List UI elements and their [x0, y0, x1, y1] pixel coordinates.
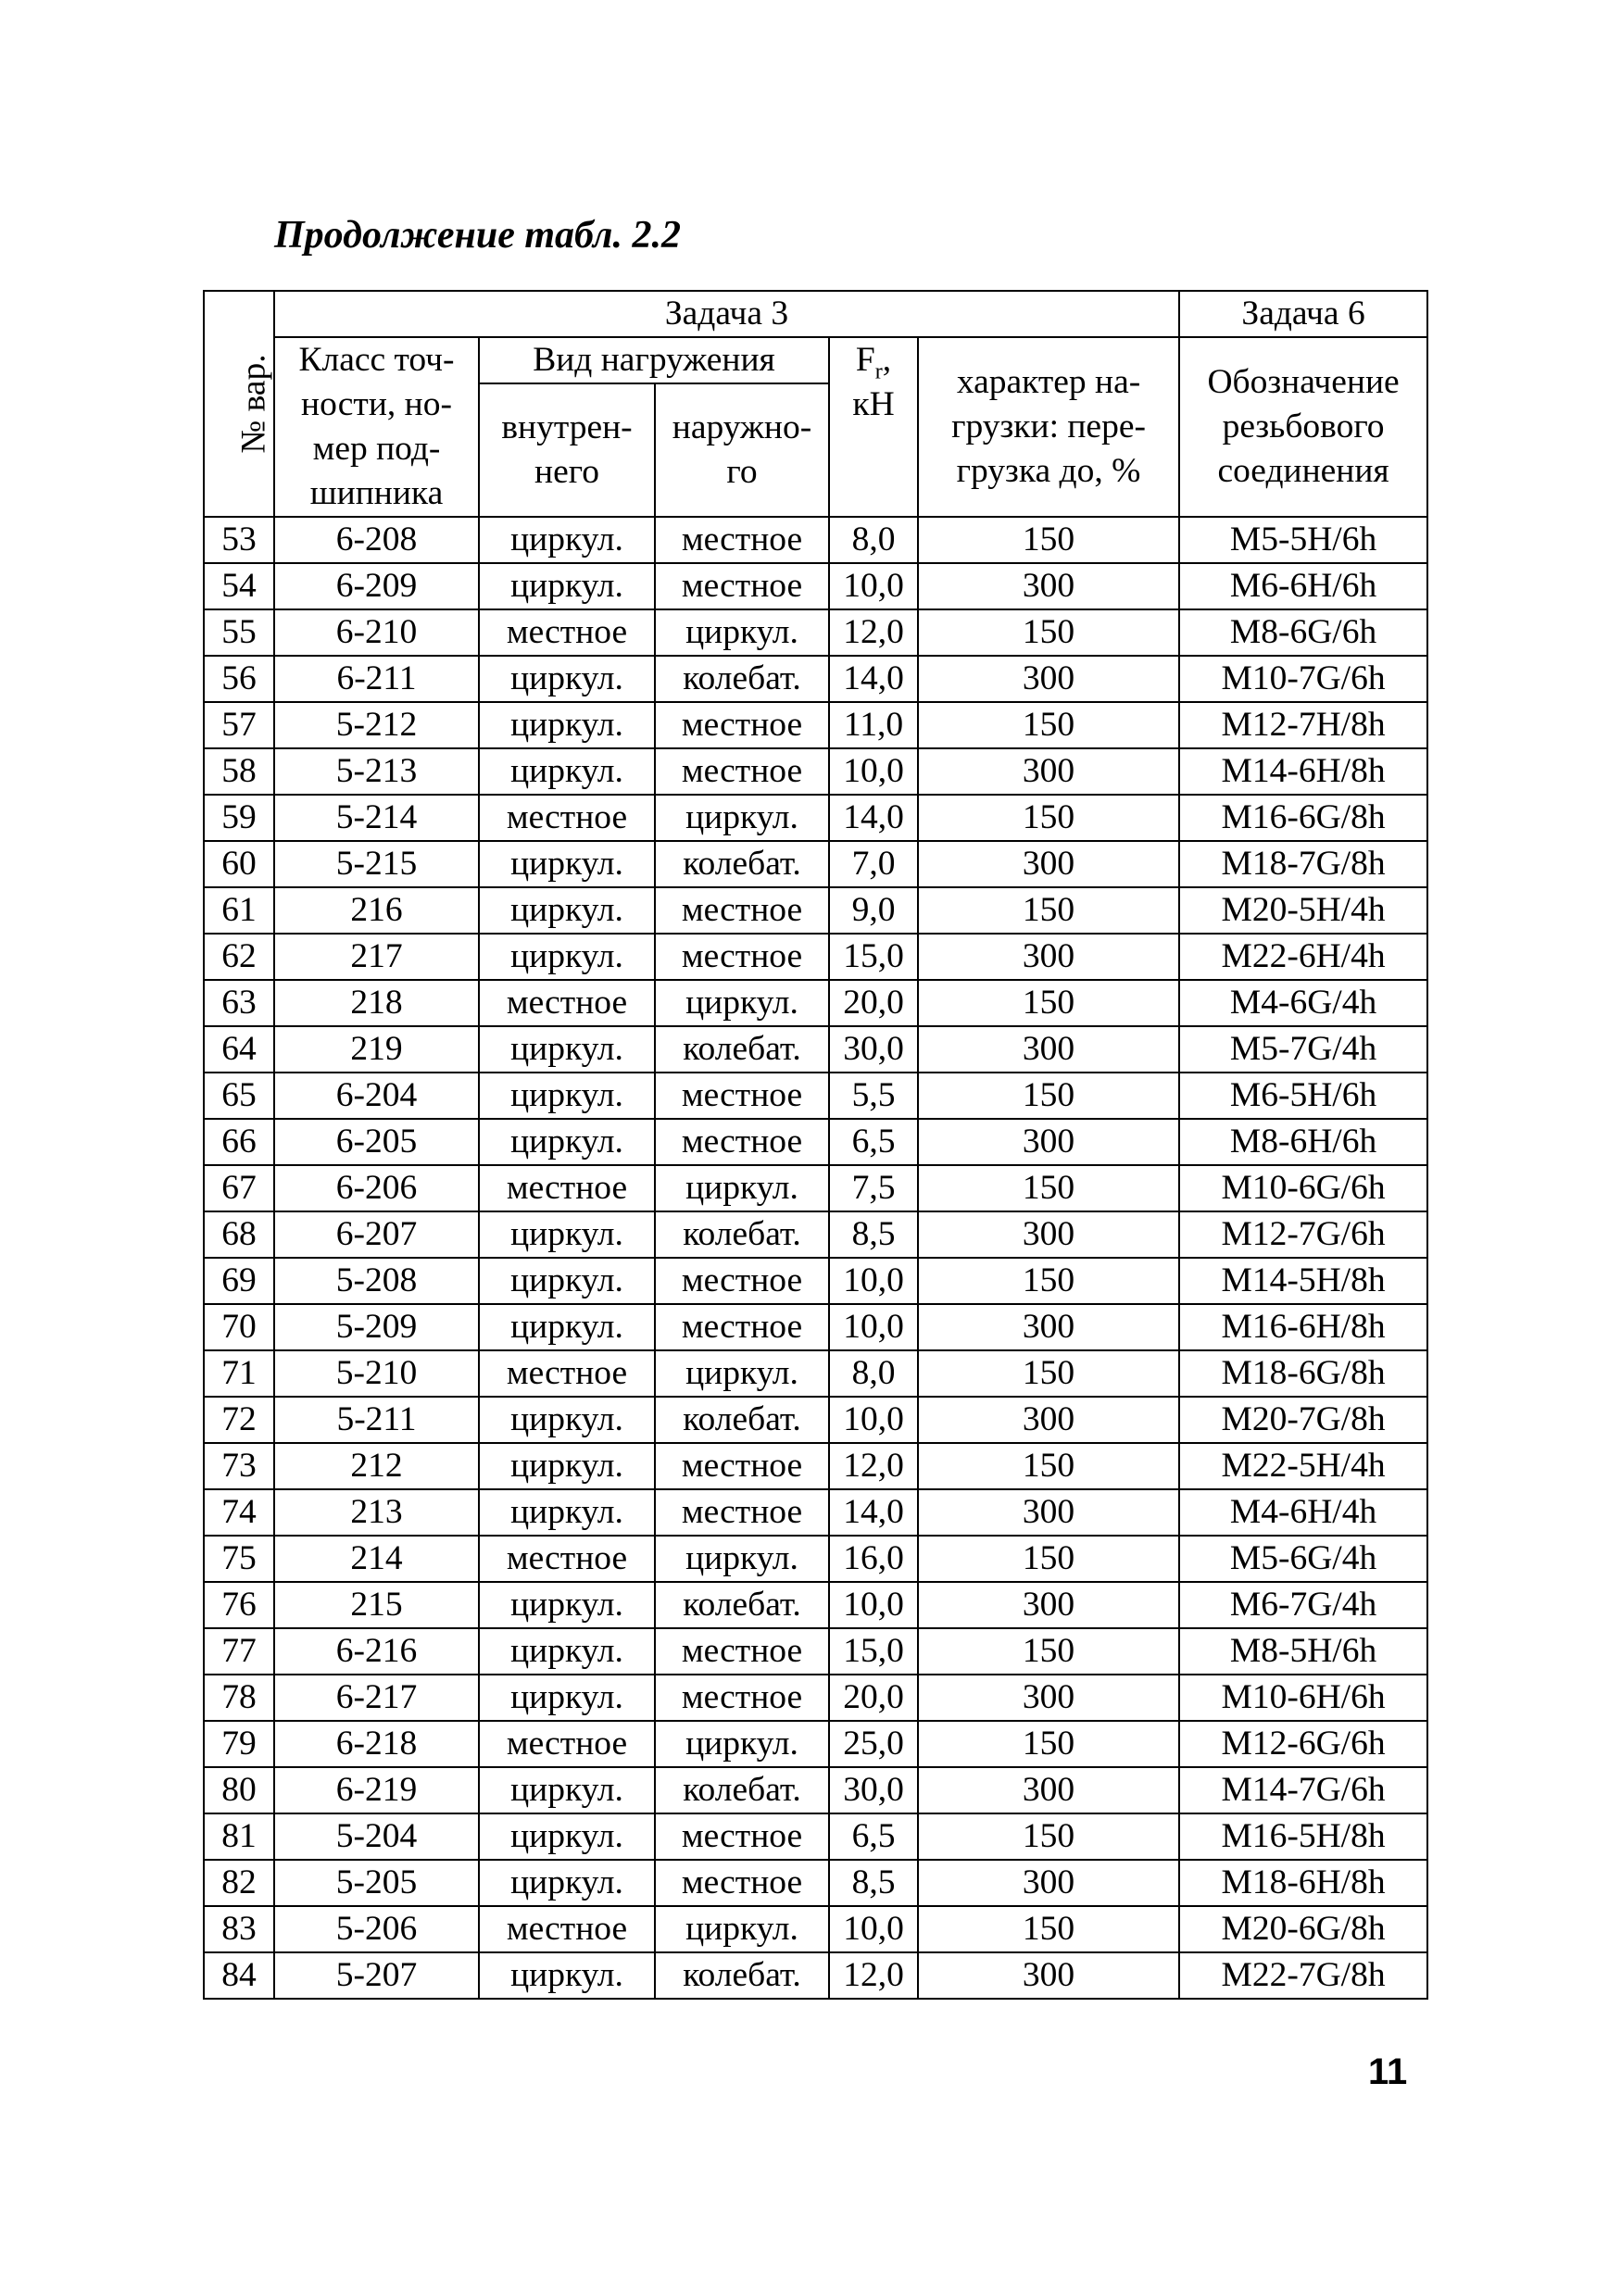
cell-bearing: 6-217 [274, 1675, 479, 1721]
cell-var-no: 68 [204, 1211, 274, 1258]
cell-force: 6,5 [829, 1813, 918, 1860]
cell-overload: 150 [918, 1443, 1179, 1489]
cell-var-no: 74 [204, 1489, 274, 1536]
cell-force: 12,0 [829, 1952, 918, 1999]
cell-bearing: 5-208 [274, 1258, 479, 1304]
data-table [203, 290, 1428, 2000]
header-bearing-class: Класс точ- ности, но- мер под- шипника [274, 337, 479, 517]
cell-var-no: 70 [204, 1304, 274, 1350]
cell-var-no: 79 [204, 1721, 274, 1767]
table-row [204, 563, 1427, 609]
cell-overload: 150 [918, 609, 1179, 656]
cell-outer: циркул. [655, 1350, 829, 1397]
header-task3: Задача 3 [274, 291, 1179, 337]
cell-inner: местное [479, 795, 655, 841]
cell-thread: M14-6H/8h [1179, 748, 1427, 795]
cell-force: 15,0 [829, 1628, 918, 1675]
cell-thread: M12-7H/8h [1179, 702, 1427, 748]
cell-thread: M4-6G/4h [1179, 980, 1427, 1026]
cell-var-no: 66 [204, 1119, 274, 1165]
table-row [204, 1165, 1427, 1211]
cell-force: 30,0 [829, 1767, 918, 1813]
table-row [204, 748, 1427, 795]
cell-thread: M22-7G/8h [1179, 1952, 1427, 1999]
cell-inner: местное [479, 609, 655, 656]
cell-var-no: 71 [204, 1350, 274, 1397]
cell-outer: местное [655, 748, 829, 795]
cell-var-no: 67 [204, 1165, 274, 1211]
cell-thread: M12-7G/6h [1179, 1211, 1427, 1258]
cell-thread: M20-5H/4h [1179, 887, 1427, 934]
cell-inner: циркул. [479, 1675, 655, 1721]
cell-overload: 300 [918, 1489, 1179, 1536]
cell-force: 12,0 [829, 1443, 918, 1489]
cell-var-no: 82 [204, 1860, 274, 1906]
cell-inner: местное [479, 1350, 655, 1397]
cell-var-no: 80 [204, 1767, 274, 1813]
cell-thread: M20-7G/8h [1179, 1397, 1427, 1443]
cell-bearing: 219 [274, 1026, 479, 1073]
cell-var-no: 75 [204, 1536, 274, 1582]
cell-var-no: 78 [204, 1675, 274, 1721]
cell-var-no: 54 [204, 563, 274, 609]
cell-inner: циркул. [479, 1582, 655, 1628]
cell-force: 9,0 [829, 887, 918, 934]
cell-overload: 150 [918, 1073, 1179, 1119]
cell-var-no: 77 [204, 1628, 274, 1675]
cell-outer: колебат. [655, 1026, 829, 1073]
cell-inner: циркул. [479, 934, 655, 980]
cell-bearing: 6-205 [274, 1119, 479, 1165]
cell-overload: 150 [918, 1258, 1179, 1304]
table-row [204, 1721, 1427, 1767]
cell-outer: колебат. [655, 1211, 829, 1258]
cell-bearing: 5-212 [274, 702, 479, 748]
cell-force: 14,0 [829, 795, 918, 841]
cell-bearing: 5-206 [274, 1906, 479, 1952]
header-load-character: характер на- грузки: пере- грузка до, % [918, 337, 1179, 517]
cell-thread: M10-7G/6h [1179, 656, 1427, 702]
cell-bearing: 5-209 [274, 1304, 479, 1350]
cell-overload: 300 [918, 934, 1179, 980]
cell-thread: M6-6H/6h [1179, 563, 1427, 609]
cell-force: 5,5 [829, 1073, 918, 1119]
cell-bearing: 214 [274, 1536, 479, 1582]
cell-force: 10,0 [829, 748, 918, 795]
cell-var-no: 83 [204, 1906, 274, 1952]
cell-thread: M10-6H/6h [1179, 1675, 1427, 1721]
cell-thread: M22-6H/4h [1179, 934, 1427, 980]
cell-outer: циркул. [655, 1165, 829, 1211]
cell-bearing: 215 [274, 1582, 479, 1628]
cell-bearing: 5-205 [274, 1860, 479, 1906]
cell-var-no: 65 [204, 1073, 274, 1119]
cell-bearing: 217 [274, 934, 479, 980]
header-outer: наружно- го [655, 383, 829, 517]
cell-overload: 300 [918, 1397, 1179, 1443]
cell-bearing: 213 [274, 1489, 479, 1536]
table-row [204, 517, 1427, 563]
table-body [204, 517, 1427, 1999]
header-thread: Обозначение резьбового соединения [1179, 337, 1427, 517]
cell-thread: M5-6G/4h [1179, 1536, 1427, 1582]
cell-bearing: 6-208 [274, 517, 479, 563]
cell-inner: циркул. [479, 887, 655, 934]
cell-var-no: 76 [204, 1582, 274, 1628]
table-row [204, 1813, 1427, 1860]
cell-thread: M16-6H/8h [1179, 1304, 1427, 1350]
cell-bearing: 6-206 [274, 1165, 479, 1211]
cell-outer: колебат. [655, 1767, 829, 1813]
cell-overload: 300 [918, 563, 1179, 609]
table-row [204, 980, 1427, 1026]
cell-var-no: 62 [204, 934, 274, 980]
table-row [204, 702, 1427, 748]
cell-force: 10,0 [829, 563, 918, 609]
cell-force: 10,0 [829, 1258, 918, 1304]
cell-outer: колебат. [655, 1397, 829, 1443]
table-row [204, 841, 1427, 887]
cell-bearing: 6-218 [274, 1721, 479, 1767]
cell-thread: M18-6G/8h [1179, 1350, 1427, 1397]
cell-bearing: 6-219 [274, 1767, 479, 1813]
cell-var-no: 55 [204, 609, 274, 656]
cell-thread: M5-5H/6h [1179, 517, 1427, 563]
cell-bearing: 6-211 [274, 656, 479, 702]
cell-outer: колебат. [655, 656, 829, 702]
cell-force: 25,0 [829, 1721, 918, 1767]
cell-bearing: 5-210 [274, 1350, 479, 1397]
table-row [204, 1397, 1427, 1443]
cell-outer: местное [655, 563, 829, 609]
cell-thread: M16-5H/8h [1179, 1813, 1427, 1860]
cell-thread: M4-6H/4h [1179, 1489, 1427, 1536]
cell-overload: 300 [918, 748, 1179, 795]
table-caption: Продолжение табл. 2.2 [274, 214, 681, 257]
cell-overload: 150 [918, 1536, 1179, 1582]
cell-overload: 150 [918, 887, 1179, 934]
cell-thread: M6-7G/4h [1179, 1582, 1427, 1628]
cell-thread: M22-5H/4h [1179, 1443, 1427, 1489]
cell-inner: циркул. [479, 563, 655, 609]
cell-overload: 150 [918, 1813, 1179, 1860]
table-row [204, 656, 1427, 702]
cell-var-no: 64 [204, 1026, 274, 1073]
cell-thread: M14-7G/6h [1179, 1767, 1427, 1813]
cell-force: 11,0 [829, 702, 918, 748]
cell-var-no: 53 [204, 517, 274, 563]
cell-bearing: 6-216 [274, 1628, 479, 1675]
cell-overload: 150 [918, 1350, 1179, 1397]
cell-outer: местное [655, 702, 829, 748]
table-row [204, 609, 1427, 656]
cell-outer: местное [655, 1628, 829, 1675]
table-row [204, 1489, 1427, 1536]
cell-inner: циркул. [479, 1119, 655, 1165]
cell-bearing: 6-209 [274, 563, 479, 609]
cell-bearing: 5-215 [274, 841, 479, 887]
header-task6: Задача 6 [1179, 291, 1427, 337]
cell-outer: местное [655, 1258, 829, 1304]
cell-thread: M8-5H/6h [1179, 1628, 1427, 1675]
cell-force: 7,5 [829, 1165, 918, 1211]
table-row [204, 1443, 1427, 1489]
table-row [204, 1582, 1427, 1628]
table-row [204, 934, 1427, 980]
cell-outer: местное [655, 517, 829, 563]
cell-inner: циркул. [479, 1304, 655, 1350]
cell-thread: M8-6H/6h [1179, 1119, 1427, 1165]
cell-thread: M18-6H/8h [1179, 1860, 1427, 1906]
table-row [204, 1304, 1427, 1350]
cell-outer: колебат. [655, 841, 829, 887]
cell-inner: циркул. [479, 1860, 655, 1906]
cell-overload: 300 [918, 1952, 1179, 1999]
cell-force: 14,0 [829, 1489, 918, 1536]
cell-overload: 300 [918, 656, 1179, 702]
cell-inner: циркул. [479, 1397, 655, 1443]
cell-inner: циркул. [479, 1952, 655, 1999]
table-row [204, 1675, 1427, 1721]
cell-force: 12,0 [829, 609, 918, 656]
cell-force: 7,0 [829, 841, 918, 887]
cell-bearing: 5-204 [274, 1813, 479, 1860]
table-row [204, 1767, 1427, 1813]
cell-var-no: 69 [204, 1258, 274, 1304]
cell-thread: M20-6G/8h [1179, 1906, 1427, 1952]
cell-outer: местное [655, 1304, 829, 1350]
table-row [204, 1026, 1427, 1073]
cell-force: 6,5 [829, 1119, 918, 1165]
table-row [204, 1860, 1427, 1906]
cell-bearing: 6-207 [274, 1211, 479, 1258]
cell-overload: 300 [918, 1119, 1179, 1165]
cell-force: 15,0 [829, 934, 918, 980]
cell-inner: местное [479, 980, 655, 1026]
cell-inner: циркул. [479, 841, 655, 887]
cell-outer: местное [655, 1443, 829, 1489]
cell-force: 8,5 [829, 1860, 918, 1906]
cell-overload: 150 [918, 1628, 1179, 1675]
cell-bearing: 212 [274, 1443, 479, 1489]
cell-var-no: 63 [204, 980, 274, 1026]
table-row [204, 795, 1427, 841]
cell-thread: M16-6G/8h [1179, 795, 1427, 841]
cell-var-no: 59 [204, 795, 274, 841]
cell-bearing: 218 [274, 980, 479, 1026]
cell-force: 20,0 [829, 1675, 918, 1721]
table-row [204, 1073, 1427, 1119]
cell-overload: 150 [918, 1721, 1179, 1767]
cell-outer: циркул. [655, 1721, 829, 1767]
cell-inner: циркул. [479, 702, 655, 748]
cell-inner: местное [479, 1165, 655, 1211]
cell-var-no: 72 [204, 1397, 274, 1443]
cell-var-no: 84 [204, 1952, 274, 1999]
cell-bearing: 5-207 [274, 1952, 479, 1999]
cell-outer: циркул. [655, 980, 829, 1026]
cell-overload: 150 [918, 702, 1179, 748]
cell-thread: M8-6G/6h [1179, 609, 1427, 656]
cell-force: 10,0 [829, 1304, 918, 1350]
table-row [204, 1536, 1427, 1582]
cell-var-no: 56 [204, 656, 274, 702]
header-var-no: № вар. [204, 291, 274, 517]
cell-thread: M5-7G/4h [1179, 1026, 1427, 1073]
cell-force: 20,0 [829, 980, 918, 1026]
cell-var-no: 73 [204, 1443, 274, 1489]
cell-inner: циркул. [479, 1258, 655, 1304]
cell-overload: 300 [918, 1304, 1179, 1350]
cell-inner: циркул. [479, 1073, 655, 1119]
cell-thread: M10-6G/6h [1179, 1165, 1427, 1211]
cell-outer: местное [655, 1073, 829, 1119]
table-row [204, 1350, 1427, 1397]
cell-overload: 300 [918, 1582, 1179, 1628]
cell-outer: колебат. [655, 1582, 829, 1628]
cell-bearing: 6-210 [274, 609, 479, 656]
cell-inner: циркул. [479, 1211, 655, 1258]
header-force: $F_r$, кН [829, 337, 918, 517]
table-row [204, 1211, 1427, 1258]
cell-inner: циркул. [479, 517, 655, 563]
cell-overload: 150 [918, 980, 1179, 1026]
cell-inner: циркул. [479, 1026, 655, 1073]
table-row [204, 1258, 1427, 1304]
cell-outer: местное [655, 934, 829, 980]
cell-var-no: 81 [204, 1813, 274, 1860]
cell-bearing: 216 [274, 887, 479, 934]
table-row [204, 1119, 1427, 1165]
header-load-type: Вид нагружения [479, 337, 829, 383]
table-row [204, 1952, 1427, 1999]
cell-inner: циркул. [479, 748, 655, 795]
cell-force: 30,0 [829, 1026, 918, 1073]
cell-outer: колебат. [655, 1952, 829, 1999]
cell-outer: местное [655, 1675, 829, 1721]
cell-overload: 150 [918, 1165, 1179, 1211]
cell-force: 10,0 [829, 1906, 918, 1952]
cell-bearing: 5-211 [274, 1397, 479, 1443]
header-inner: внутрен- него [479, 383, 655, 517]
cell-bearing: 5-213 [274, 748, 479, 795]
cell-var-no: 60 [204, 841, 274, 887]
cell-inner: местное [479, 1906, 655, 1952]
cell-outer: циркул. [655, 1906, 829, 1952]
cell-inner: циркул. [479, 656, 655, 702]
cell-outer: циркул. [655, 1536, 829, 1582]
cell-thread: M14-5H/8h [1179, 1258, 1427, 1304]
cell-bearing: 5-214 [274, 795, 479, 841]
cell-overload: 150 [918, 517, 1179, 563]
cell-outer: циркул. [655, 795, 829, 841]
cell-thread: M12-6G/6h [1179, 1721, 1427, 1767]
cell-force: 14,0 [829, 656, 918, 702]
cell-inner: циркул. [479, 1443, 655, 1489]
cell-overload: 150 [918, 795, 1179, 841]
cell-outer: местное [655, 1489, 829, 1536]
cell-force: 10,0 [829, 1582, 918, 1628]
cell-outer: местное [655, 1860, 829, 1906]
cell-inner: местное [479, 1536, 655, 1582]
cell-bearing: 6-204 [274, 1073, 479, 1119]
cell-inner: местное [479, 1721, 655, 1767]
cell-inner: циркул. [479, 1489, 655, 1536]
cell-force: 16,0 [829, 1536, 918, 1582]
cell-overload: 300 [918, 1026, 1179, 1073]
page-number: 11 [1368, 2051, 1408, 2092]
cell-thread: M6-5H/6h [1179, 1073, 1427, 1119]
cell-force: 10,0 [829, 1397, 918, 1443]
table-row [204, 887, 1427, 934]
cell-force: 8,0 [829, 517, 918, 563]
cell-outer: местное [655, 1813, 829, 1860]
table-row [204, 1906, 1427, 1952]
cell-var-no: 61 [204, 887, 274, 934]
cell-force: 8,5 [829, 1211, 918, 1258]
cell-force: 8,0 [829, 1350, 918, 1397]
cell-var-no: 58 [204, 748, 274, 795]
cell-thread: M18-7G/8h [1179, 841, 1427, 887]
cell-outer: циркул. [655, 609, 829, 656]
cell-inner: циркул. [479, 1767, 655, 1813]
cell-overload: 150 [918, 1906, 1179, 1952]
cell-outer: местное [655, 887, 829, 934]
cell-outer: местное [655, 1119, 829, 1165]
cell-overload: 300 [918, 1767, 1179, 1813]
cell-inner: циркул. [479, 1628, 655, 1675]
cell-var-no: 57 [204, 702, 274, 748]
cell-overload: 300 [918, 1675, 1179, 1721]
cell-inner: циркул. [479, 1813, 655, 1860]
cell-overload: 300 [918, 841, 1179, 887]
cell-overload: 300 [918, 1860, 1179, 1906]
table-row [204, 1628, 1427, 1675]
cell-overload: 300 [918, 1211, 1179, 1258]
